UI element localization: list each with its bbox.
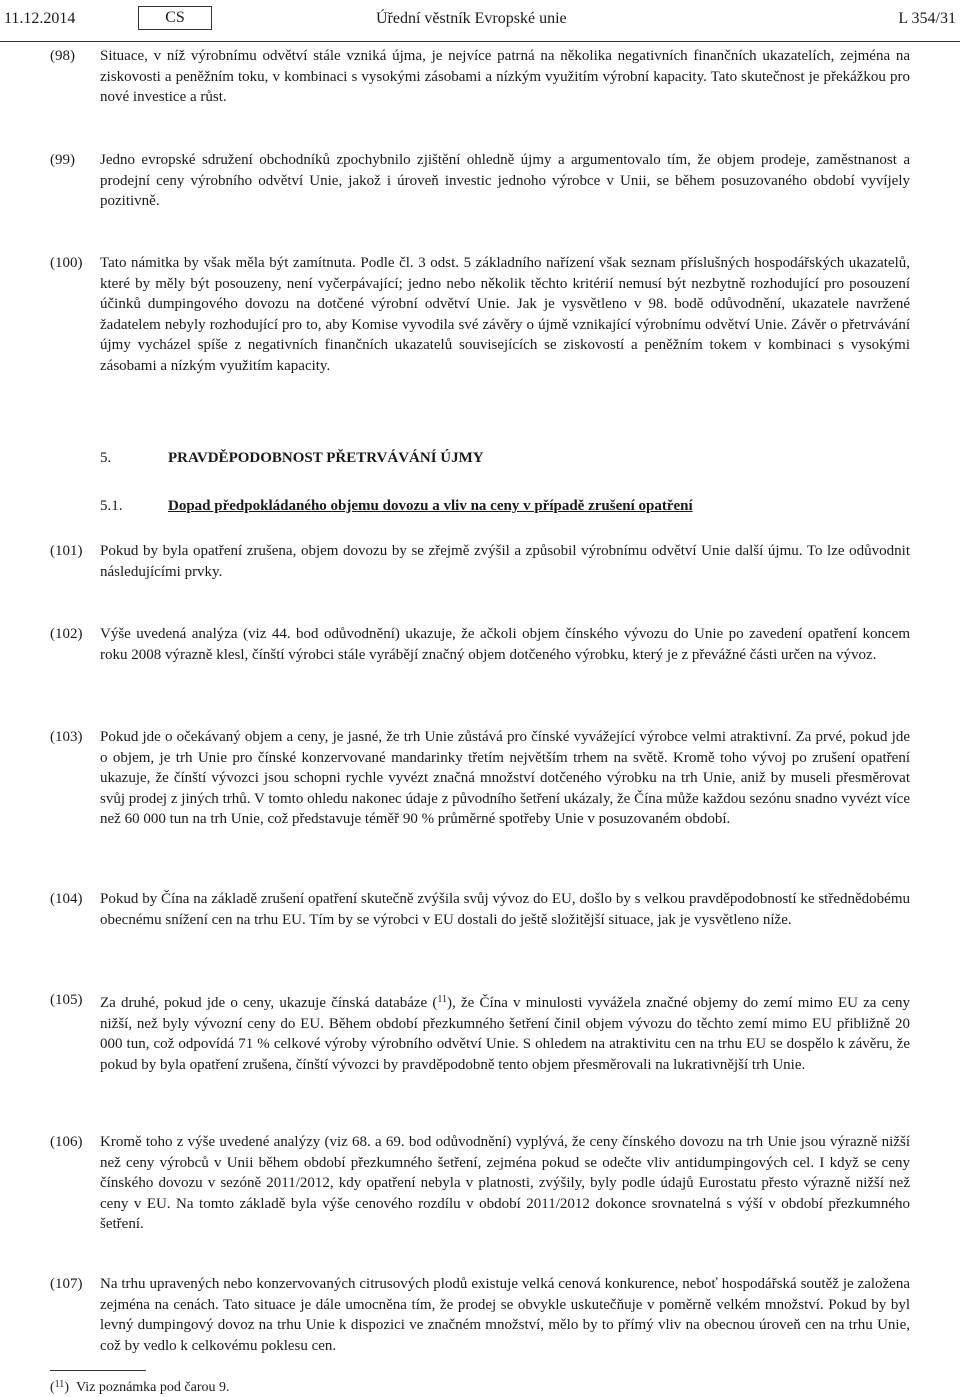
paragraph-number: (106) [50, 1134, 83, 1150]
paragraph-number: (98) [50, 48, 75, 64]
paragraph-number: (103) [50, 729, 83, 745]
paragraph-text: Výše uvedená analýza (viz 44. bod odůvodnění) ukazuje, že ačkoli objem čínského vývozu do Unie po zavedení opatření koncem roku 2008 výrazně klesl, čínští výrobci stále vyrábějí značný objem dotčeného výrobku, který je z převážné části určen na vývoz. [100, 626, 910, 663]
paragraph-99 [0, 150, 960, 212]
footnote-mark: 11 [54, 1379, 65, 1390]
paragraph-number: (99) [50, 152, 75, 168]
paragraph-text: Situace, v níž výrobnímu odvětví stále vzniká újma, je nejvíce patrná na několika negativních finančních ukazatelích, zejména na ziskovosti a peněžním toku, v kombinaci s vysokými zásobami a nízkým využitím výrobní kapacity. Tato skutečnost je překážkou pro nové investice a růst. [100, 48, 910, 106]
page-reference: L 354/31 [898, 10, 956, 27]
footnote-text: Viz poznámka pod čarou 9. [75, 1380, 230, 1395]
header-rule [0, 41, 960, 42]
footnote-rule [50, 1370, 146, 1371]
paragraph-text: Tato námitka by však měla být zamítnuta. Podle čl. 3 odst. 5 základního nařízení však seznam příslušných hospodářských ukazatelů, které by měly být posouzeny, není vyčerpávající; jedno nebo několik těchto kritérií nemusí být nezbytně rozhodující pro posouzení účinků dumpingového dovozu na dotčené výrobní odvětví Unie. Jak je vysvětleno v 98. bodě odůvodnění, ukazatele navržené žadatelem nebyly rozhodující pro to, aby Komise vyvodila své závěry o újmě vznikající výrobnímu odvětví Unie. Závěr o přetrvávání újmy vycházel spíše z negativních finančních ukazatelů souvisejících se ziskovostí a peněžním tokem v kombinaci s vysokými zásobami a nízkým využitím kapacity. [100, 255, 910, 374]
issue-date: 11.12.2014 [4, 10, 76, 27]
subsection-number: 5.1. [100, 498, 123, 514]
paragraph-107 [0, 1274, 960, 1356]
paragraph-text: Kromě toho z výše uvedené analýzy (viz 68. a 69. bod odůvodnění) vyplývá, že ceny čínského dovozu na trh Unie jsou výrazně nižší než ceny výrobců v Unii během období přezkumného šetření, zejména pokud se odečte vliv antidumpingových cel. I když se ceny čínského dovozu v sezóně 2011/2012, kdy opatření nebyla v platnosti, zvýšily, byly podle údajů Eurostatu přesto výrazně nižší než ceny v EU. Na tomto základě byla výše cenového rozdílu v období 2011/2012 dokonce srovnatelná s výší v období přezkumného šetření. [100, 1134, 910, 1233]
section-title: PRAVDĚPODOBNOST PŘETRVÁVÁNÍ ÚJMY [168, 450, 484, 466]
paragraph-number: (100) [50, 255, 83, 271]
paragraph-104 [0, 889, 960, 930]
paragraph-number: (104) [50, 891, 83, 907]
paragraph-text: Na trhu upravených nebo konzervovaných citrusových plodů existuje velká cenová konkurence, neboť hospodářská soutěž je založena zejména na cenách. Tato situace je dále umocněna tím, že prodej se obvykle uskutečňuje v poměrně velkém množství. Pokud by byl levný dumpingový dovoz na trhu Unie k dispozici ve značném množství, mělo by to přímý vliv na obecnou úroveň cen na trhu Unie, což by vedlo k celkovému poklesu cen. [100, 1276, 910, 1354]
paragraph-number: (105) [50, 992, 83, 1008]
paragraph-text: Pokud by byla opatření zrušena, objem dovozu by se zřejmě zvýšil a způsobil výrobnímu odvětví Unie další újmu. To lze odůvodnit následujícími prvky. [100, 543, 910, 580]
section-number: 5. [100, 450, 112, 466]
paragraph-101 [0, 541, 960, 582]
paragraph-text: Pokud by Čína na základě zrušení opatření skutečně zvýšila svůj vývoz do EU, došlo by s velkou pravděpodobností ke střednědobému obecnému snížení cen na trhu EU. Tím by se výrobci v EU dostali do ještě složitější situace, jak je vysvětleno níže. [100, 891, 910, 928]
subsection-title: Dopad předpokládaného objemu dovozu a vliv na ceny v případě zrušení opatření [168, 498, 693, 514]
paragraph-100 [0, 253, 960, 377]
journal-title: Úřední věstník Evropské unie [376, 10, 567, 27]
footnote-reference[interactable]: 11 [437, 994, 448, 1005]
paragraph-text: Pokud jde o očekávaný objem a ceny, je jasné, že trh Unie zůstává pro čínské vyvážející výrobce velmi atraktivní. Za prvé, pokud jde o objem, je trh Unie pro čínské konzervované mandarinky třetím největším trhem na světě. Kromě toho vývoj po zrušení opatření ukazuje, že čínští vývozci jsou schopni rychle vyvézt značná množství dotčeného výrobku na trh Unie, aniž by museli přesměrovat svůj prodej z jiných trhů. V tomto ohledu nakonec údaje z původního šetření ukázaly, že Čína může každou sezónu snadno vyvézt více než 60 000 tun na trh Unie, což představuje téměř 90 % průměrné spotřeby Unie v posuzovaném období. [100, 729, 910, 828]
paragraph-103 [0, 727, 960, 830]
paragraph-text [100, 990, 910, 1075]
page-header [0, 6, 960, 34]
paragraph-number: (102) [50, 626, 83, 642]
paragraph-106 [0, 1132, 960, 1235]
footnote: ($^{11}$) Viz poznámka pod čarou 9. [50, 1379, 230, 1395]
paragraph-text: Jedno evropské sdružení obchodníků zpochybnilo zjištění ohledně újmy a argumentovalo tím, že objem prodeje, zaměstnanost a prodejní ceny výrobního odvětví Unie, jakož i úroveň investic jednoho výrobce v Unii, se během posuzovaného období vyvíjely pozitivně. [100, 152, 910, 210]
paragraph-98 [0, 46, 960, 108]
paragraph-text-part: ), že Čína v minulosti vyvážela značné objemy do zemí mimo EU za ceny nižší, než byly vývozní ceny do EU. Během období přezkumného šetření činil objem vývozu do těchto zemí mimo EU přibližně 20 000 tun, což odpovídá 71 % celkové výroby výrobního odvětví Unie. S ohledem na atraktivitu cen na trhu EU se dospělo k závěru, že pokud by byla opatření zrušena, čínští vývozci by pravděpodobně tento objem přesměrovali na lukrativnější trh Unie. [100, 995, 910, 1073]
paragraph-number: (101) [50, 543, 83, 559]
language-badge: CS [138, 6, 212, 30]
paragraph-text-part: Za druhé, pokud jde o ceny, ukazuje čínská databáze ( [100, 995, 438, 1011]
paragraph-105 [0, 990, 960, 1075]
paragraph-102 [0, 624, 960, 665]
paragraph-number: (107) [50, 1276, 83, 1292]
